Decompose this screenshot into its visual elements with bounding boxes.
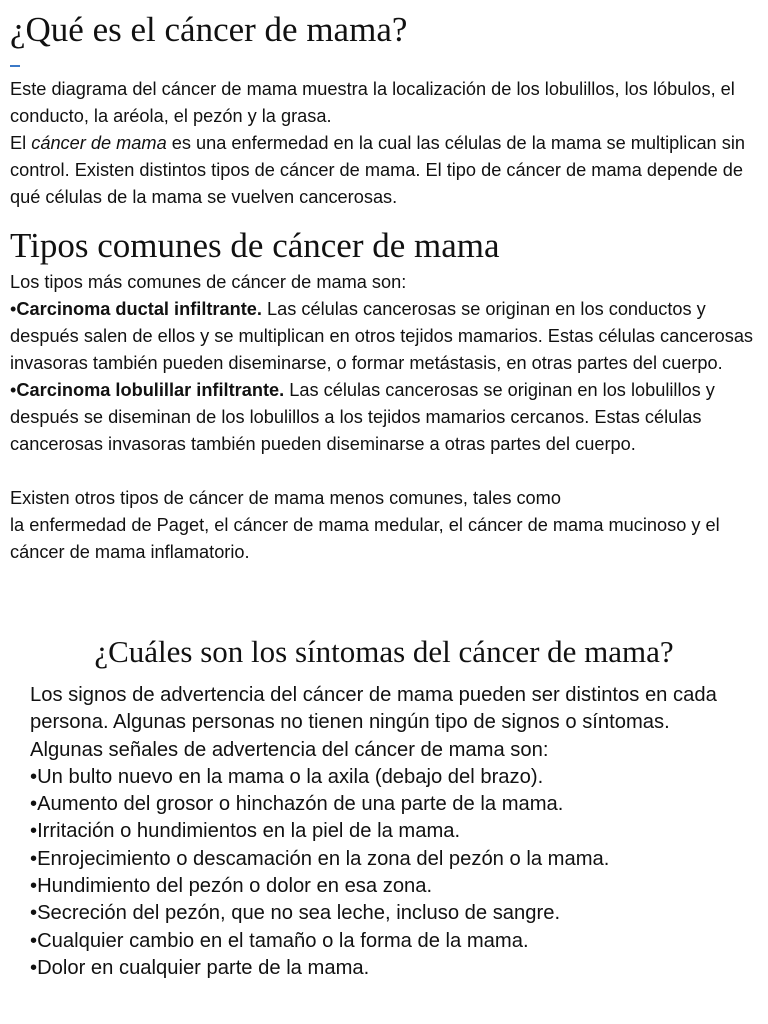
symptom-item: •Un bulto nuevo en la mama o la axila (debajo del brazo).: [30, 765, 544, 788]
section-title-que-es: ¿Qué es el cáncer de mama?: [10, 10, 408, 49]
paragraph-gap: [10, 458, 762, 485]
symptom-item: •Aumento del grosor o hinchazón de una parte de la mama.: [30, 793, 564, 816]
type-item-lobulillar: [10, 377, 762, 458]
bullet: •: [10, 299, 17, 319]
section-title-tipos: Tipos comunes de cáncer de mama: [10, 226, 500, 265]
definition-term: cáncer de mama: [31, 133, 167, 153]
type-text-lobulillar: Las células cancerosas se originan en los lobulillos y después se diseminan de los lobulillos a los tejidos mamarios cercanos. Estas células cancerosas invasoras también pueden diseminarse a otras partes del cuerpo.: [10, 380, 715, 454]
link-underline-mark[interactable]: [10, 65, 20, 67]
bullet: •: [10, 380, 17, 400]
definition-text: es una enfermedad en la cual las células de la mama se multiplican sin control. Existen distintos tipos de cáncer de mama. El tipo de cáncer de mama depende de qué células de la mama se vuelven cancerosas.: [10, 133, 745, 207]
symptom-item: •Cualquier cambio en el tamaño o la forma de la mama.: [30, 929, 529, 952]
type-text-ductal: Las células cancerosas se originan en los conductos y después salen de ellos y se multiplican en otros tejidos mamarios. Estas células cancerosas invasoras también pueden diseminarse, o formar metástasis, en otras partes del cuerpo.: [10, 299, 754, 373]
section-title-sintomas: ¿Cuáles son los síntomas del cáncer de mama?: [94, 634, 674, 669]
symptom-item: •Hundimiento del pezón o dolor en esa zona.: [30, 875, 433, 898]
symptom-item: •Secreción del pezón, que no sea leche, incluso de sangre.: [30, 902, 561, 925]
types-lead: Los tipos más comunes de cáncer de mama son:: [10, 272, 407, 292]
section-body-sintomas: [30, 682, 760, 982]
definition-prefix: El: [10, 133, 32, 153]
symptom-item: •Enrojecimiento o descamación en la zona del pezón o la mama.: [30, 847, 610, 870]
symptoms-lead: Algunas señales de advertencia del cáncer de mama son:: [30, 738, 549, 761]
other-types-line-1: Existen otros tipos de cáncer de mama menos comunes, tales como: [10, 488, 561, 508]
type-term-ductal: Carcinoma ductal infiltrante.: [16, 299, 262, 319]
diagram-description: Este diagrama del cáncer de mama muestra la localización de los lobulillos, los lóbulos, el conducto, la aréola, el pezón y la grasa.: [10, 79, 735, 126]
symptom-item: •Dolor en cualquier parte de la mama.: [30, 956, 370, 979]
symptom-item: •Irritación o hundimientos en la piel de la mama.: [30, 820, 461, 843]
other-types-line-2: la enfermedad de Paget, el cáncer de mama medular, el cáncer de mama mucinoso y el cáncer de mama inflamatorio.: [10, 515, 720, 562]
section-body-tipos: [10, 269, 762, 566]
section-body-que-es: [10, 76, 762, 211]
type-item-ductal: [10, 296, 762, 377]
definition-paragraph: [10, 130, 762, 211]
symptoms-intro: Los signos de advertencia del cáncer de mama pueden ser distintos en cada persona. Algunas personas no tienen ningún tipo de signos o síntomas.: [30, 684, 717, 734]
type-term-lobulillar: Carcinoma lobulillar infiltrante.: [16, 380, 285, 400]
